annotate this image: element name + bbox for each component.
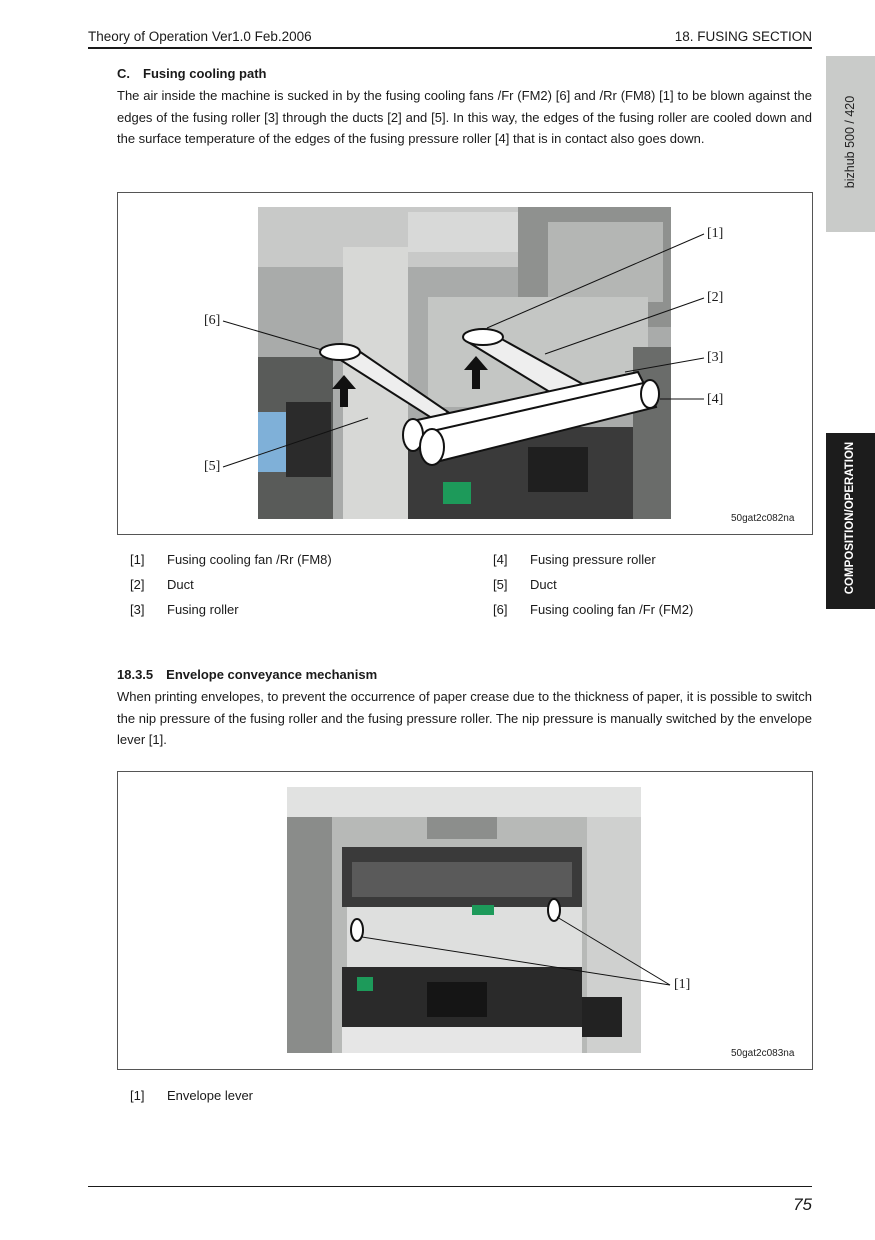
legend-number: [4] (493, 552, 508, 567)
legend-text: Fusing cooling fan /Rr (FM8) (167, 552, 332, 567)
legend-number: [3] (130, 602, 145, 617)
footer-rule (88, 1186, 812, 1187)
legend-text: Fusing pressure roller (530, 552, 656, 567)
figure-2-code: 50gat2c083na (731, 1048, 795, 1059)
legend-text: Duct (530, 577, 557, 592)
legend-text: Envelope lever (167, 1088, 253, 1103)
legend-number: [1] (130, 552, 145, 567)
header-title: Theory of Operation Ver1.0 Feb.2006 (88, 29, 312, 44)
figure-1-callout: [2] (707, 290, 724, 305)
legend-text: Fusing cooling fan /Fr (FM2) (530, 602, 694, 617)
header-section: 18. FUSING SECTION (674, 29, 812, 44)
section-tab-label: COMPOSITION/OPERATION (844, 441, 856, 595)
section-1835-body: When printing envelopes, to prevent the occurrence of paper crease due to the thickness of paper, it is possible to switch the nip pressure of the fusing roller and the fusing pressure roller. The nip pressure is manually switched by the envelope lever [1]. (117, 689, 812, 748)
figure-1-code: 50gat2c082na (731, 513, 795, 524)
model-tab-label: bizhub 500 / 420 (843, 95, 857, 189)
figure-1-callout: [6] (204, 313, 221, 328)
legend-number: [6] (493, 602, 508, 617)
legend-number: [5] (493, 577, 508, 592)
figure-1-callout: [1] (707, 226, 724, 241)
section-c-heading: C. Fusing cooling path (117, 66, 267, 81)
figure-1-callout: [3] (707, 350, 724, 365)
legend-text: Duct (167, 577, 194, 592)
legend-number: [1] (130, 1088, 145, 1103)
section-1835-heading: 18.3.5 Envelope conveyance mechanism (117, 667, 378, 682)
section-c-body: The air inside the machine is sucked in by the fusing cooling fans /Fr (FM2) [6] and /Rr (FM8) [1] to be blown against the edges of the fusing roller [3] through the ducts [2] and [5]. In this way, the edges of the fusing roller are cooled down and the surface temperature of the edges of the fusing pressure roller [4] that is in contact also goes down. (117, 88, 812, 147)
figure-2-callout: [1] (674, 977, 691, 992)
page-number: 75 (793, 1195, 812, 1214)
figure-1-callout: [5] (204, 459, 221, 474)
figure-2-legend (130, 1088, 470, 1108)
figure-1-callout: [4] (707, 392, 724, 407)
legend-number: [2] (130, 577, 145, 592)
legend-text: Fusing roller (167, 602, 239, 617)
